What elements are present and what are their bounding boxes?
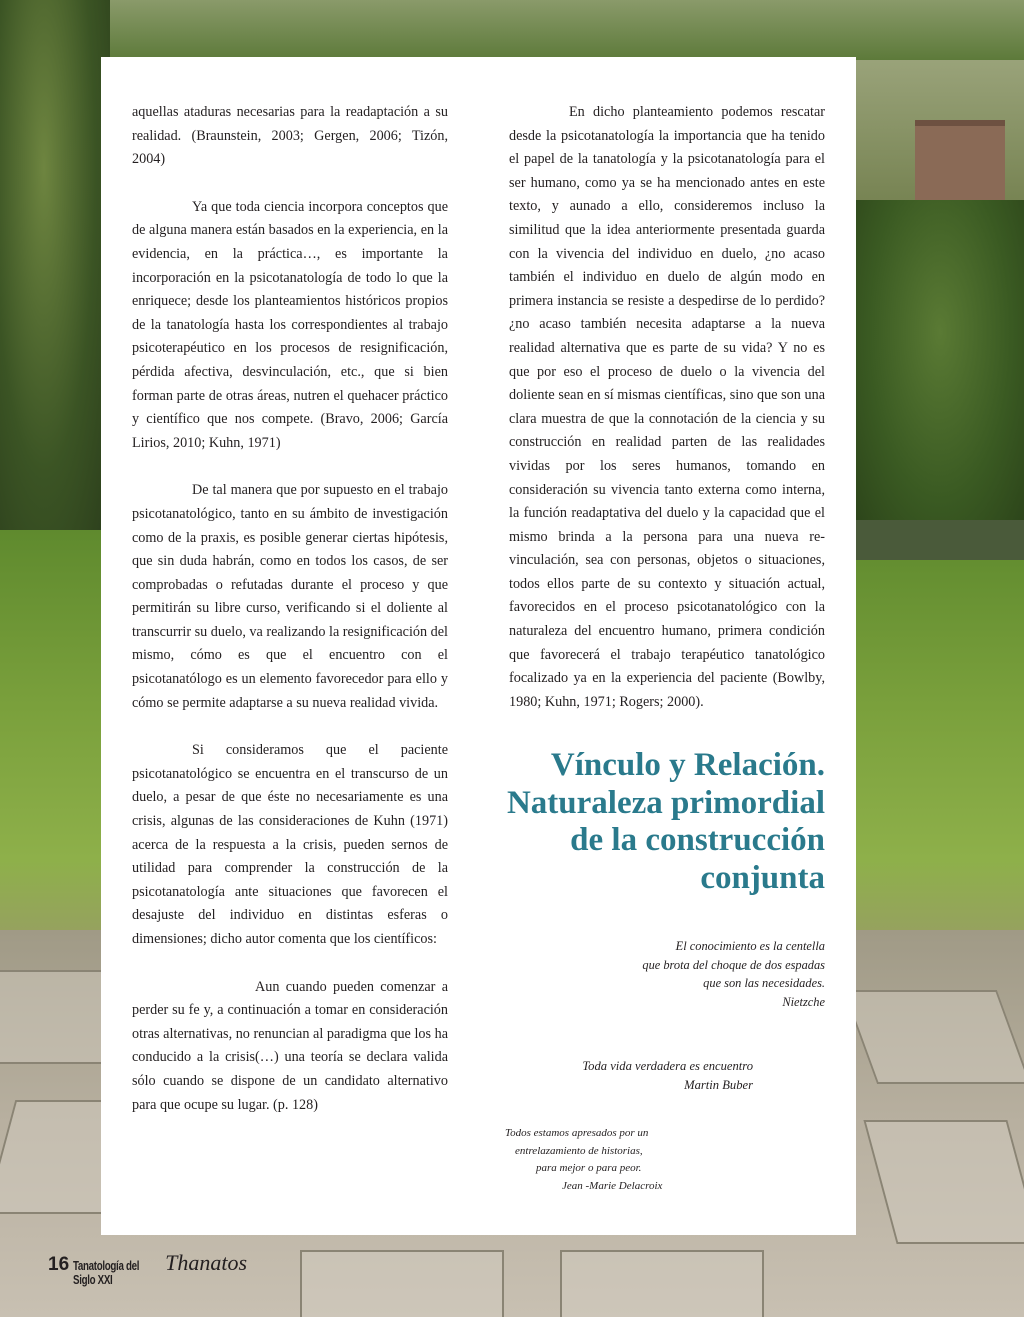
paragraph: En dicho planteamiento podemos rescatar desde la psicotanatología la importancia que ha tenido el papel de la tanatología y la psicotanatología para el ser humano, como ya se ha mencionado antes en este texto, y aunado a ello, consideremos incluso la similitud que la idea anteriormente presentada guarda con la vivencia del individuo en duelo, ¿no acaso también el individuo en duelo de algún modo en primera instancia se resiste a despedirse de lo perdido? ¿no acaso también necesita adaptarse a la nueva realidad alternativa que es parte de su vida? Y no es que por eso el proceso de duelo o la vivencia del doliente sean en sí mismas científicas, sino que son una clara muestra de que la connotación de la ciencia y su construcción en realidad parten de las realidades vividas por los seres humanos, tomando en consideración su vivencia tanto externa como interna, la función readaptativa del duelo y la capacidad que el mismo brinda a la persona para una nueva re-vinculación, sea con personas, objetos o situaciones, todos ellos parte de su contexto y situación actual, favorecidos en el proceso psicotanatológico con la naturaleza del encuentro humano, primera condición que favorecerá el trabajo terapéutico tanatológico focalizado ya en la experiencia del paciente (Bowlby, 1980; Kuhn, 1971; Rogers; 2000).	[509, 104, 825, 710]
epigraph-author: Martin Buber	[684, 1077, 753, 1092]
epigraph-line: que son las necesidades.	[703, 976, 825, 990]
section-heading-line: de la construcción	[570, 822, 825, 858]
epigraph-buber	[501, 1057, 753, 1094]
epigraph-line: El conocimiento es la centella	[675, 939, 825, 953]
right-column	[509, 101, 825, 714]
background-pond	[856, 520, 1024, 560]
epigraph-nietzche	[541, 937, 825, 1011]
epigraph-delacroix	[505, 1125, 705, 1195]
section-heading-line: Naturaleza primordial	[506, 784, 825, 821]
section-heading-line: Vínculo y Relación.	[550, 747, 825, 783]
paragraph: De tal manera que por supuesto en el trabajo psicotanatológico, tanto en su ámbito de investigación como de la praxis, es posible generar ciertas hipótesis, que sin duda habrán, como en todos los casos, de ser comprobadas o refutadas durante el proceso y que permitirán su libre curso, verificando si el doliente al transcurrir su duelo, va realizando la resignificación del mismo, cómo es que el encuentro con el psicotanatólogo es un elemento favorecedor para ello y cómo se permite adaptarse a su nueva realidad vivida.	[132, 482, 448, 711]
article-page	[101, 57, 856, 1235]
section-heading	[486, 747, 825, 897]
epigraph-line: Toda vida verdadera es encuentro	[582, 1059, 753, 1073]
background-tree-left	[0, 0, 110, 560]
paragraph: Ya que toda ciencia incorpora conceptos que de alguna manera están basados en la experiencia, en la evidencia, en la práctica…, es importante la incorporación en la psicotanatología de todo lo que la enriquece; desde los planteamientos históricos propios de la tanatología hasta los correspondientes al trabajo psicoterapéutico en los procesos de resignificación, pérdida afectiva, desvinculación, etc., que si bien forman parte de otras áreas, nutren el quehacer práctico y científico que nos compete. (Bravo, 2006; García Lirios, 2010; Kuhn, 1971)	[132, 198, 448, 451]
epigraph-author: Jean -Marie Delacroix	[562, 1179, 663, 1192]
page-footer	[48, 1250, 248, 1287]
epigraph-line: entrelazamiento de historias,	[515, 1144, 643, 1157]
epigraph-author: Nietzche	[782, 994, 825, 1009]
epigraph-line: que brota del choque de dos espadas	[642, 957, 825, 972]
left-column	[132, 101, 448, 1117]
page-number: 16	[48, 1254, 70, 1275]
brand-logo: Thanatos	[165, 1250, 248, 1275]
section-heading-line: conjunta	[700, 859, 825, 896]
epigraph-line: Todos estamos apresados por un	[505, 1127, 649, 1139]
journal-title: Tanatología del Siglo XXI	[73, 1259, 140, 1287]
background-hedge	[856, 200, 1024, 530]
background-trees	[110, 0, 1024, 60]
paragraph: aquellas ataduras necesarias para la readaptación a su realidad. (Braunstein, 2003; Gergen, 2006; Tizón, 2004)	[132, 104, 448, 168]
block-quote: Aun cuando pueden comenzar a perder su fe y, a continuación a tomar en consideración otras alternativas, no renuncian al paradigma que los ha conducido a la crisis(…) una teoría se declara valida sólo cuando se dispone de un candidato alternativo para que ocupe su lugar. (p. 128)	[132, 978, 448, 1113]
epigraph-line: para mejor o para peor.	[536, 1162, 642, 1174]
paragraph: Si consideramos que el paciente psicotanatológico se encuentra en el transcurso de un duelo, a pesar de que éste no necesariamente es una crisis, algunas de las consideraciones de Kuhn (1971) acerca de la respuesta a la crisis, pueden sernos de utilidad para comprender la construcción de la psicotanatología ante situaciones que favorecen el desajuste del individuo en distintas esferas o dimensiones; dicho autor comenta que los científicos:	[132, 742, 448, 947]
